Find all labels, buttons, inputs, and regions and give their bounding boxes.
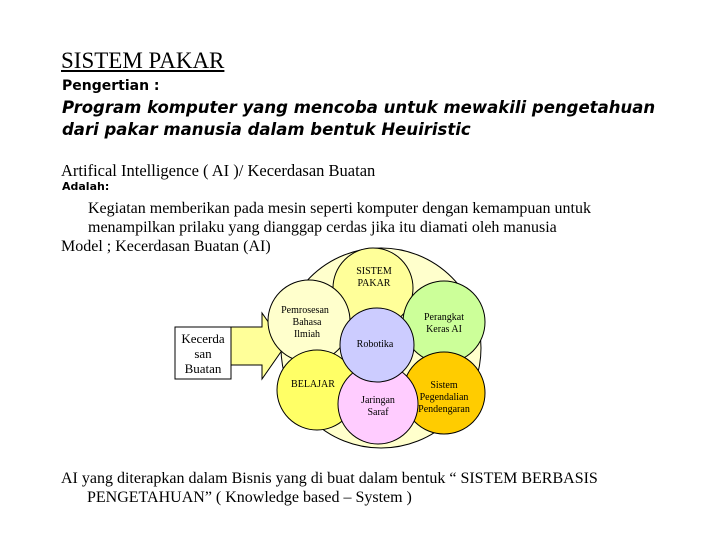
label-sistem-pendengaran-3: Pendengaran	[418, 404, 470, 415]
label-jaringan-1: Jaringan	[361, 395, 395, 406]
label-robotika: Robotika	[356, 339, 394, 350]
label-pemrosesan-2: Bahasa	[292, 317, 322, 328]
definition-text: Program komputer yang mencoba untuk mewakili pengetahuan dari pakar manusia dalam bentuk Heuiristic	[62, 98, 656, 139]
footer-line-2: PENGETAHUAN” ( Knowledge based – System )	[87, 489, 412, 506]
label-sistem-pakar-1: SISTEM	[356, 266, 392, 277]
label-perangkat-1: Perangkat	[424, 312, 464, 323]
footer-line-1: AI yang diterapkan dalam Bisnis yang di buat dalam bentuk “ SISTEM BERBASIS	[61, 470, 598, 487]
description-line-2: menampilkan prilaku yang dianggap cerdas jika itu diamati oleh manusia	[88, 219, 557, 236]
label-sistem-pendengaran-2: Pegendalian	[419, 392, 469, 403]
box-line-1: Kecerda	[181, 331, 225, 346]
model-line: Model ; Kecerdasan Buatan (AI)	[61, 238, 271, 255]
subheading: Pengertian :	[62, 78, 160, 94]
label-pemrosesan-3: Ilmiah	[293, 329, 321, 340]
label-jaringan-2: Saraf	[367, 407, 389, 418]
label-pemrosesan-1: Pemrosesan	[281, 305, 329, 316]
label-sistem-pakar-2: PAKAR	[357, 278, 391, 289]
description-line-1: Kegiatan memberikan pada mesin seperti komputer dengan kemampuan untuk	[88, 200, 591, 217]
label-belajar: BELAJAR	[291, 379, 335, 390]
page-title: SISTEM PAKAR	[61, 48, 225, 73]
ai-line: Artifical Intelligence ( AI )/ Kecerdasan Buatan	[61, 161, 376, 180]
label-perangkat-2: Keras AI	[426, 324, 462, 335]
label-sistem-pendengaran-1: Sistem	[430, 380, 458, 391]
footer-text	[61, 469, 681, 507]
box-line-2: san	[194, 346, 212, 361]
adalah-label: Adalah:	[62, 180, 110, 193]
box-line-3: Buatan	[184, 361, 222, 376]
